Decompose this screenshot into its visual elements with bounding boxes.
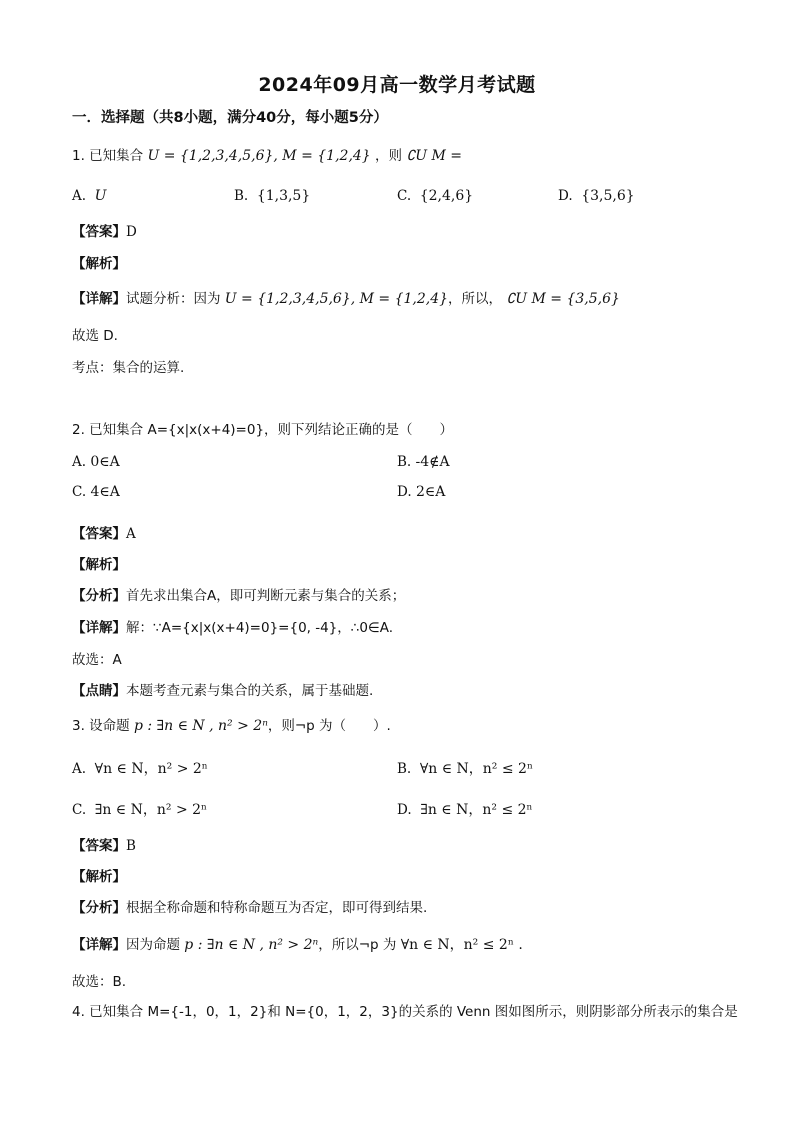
option-text: 4∈A (90, 484, 120, 500)
q3-option-c (72, 800, 207, 820)
detail-tag: 【详解】 (72, 937, 126, 953)
q1-detail (72, 289, 620, 309)
q2-answer (72, 524, 136, 544)
detail-math: U = {1,2,3,4,5,6}, M = {1,2,4} (224, 291, 449, 307)
question-1-stem (72, 146, 462, 166)
dianjing-text: 本题考查元素与集合的关系，属于基础题. (126, 683, 374, 699)
q1-answer (72, 222, 137, 242)
detail-math2: ∁U M = {3,5,6} (506, 291, 620, 307)
detail-mid: ，所以， (448, 291, 503, 307)
q2-dianjing (72, 681, 373, 701)
question-4-stem: 4. 已知集合 M={-1，0，1，2}和 N={0，1，2，3}的关系的 Venn 图如图所示，则阴影部分所表示的集合是 (72, 1004, 738, 1020)
detail-text: 解：∵A={x|x(x+4)=0}={0, -4}，∴0∈A. (126, 620, 394, 636)
option-text: 2∈A (415, 484, 446, 500)
detail-math: p : ∃n ∈ N , n² > 2ⁿ (184, 937, 319, 953)
option-label: D. (558, 188, 573, 204)
q2-option-a (72, 452, 120, 472)
option-label: A. (72, 454, 87, 470)
q1-stem-math: U = {1,2,3,4,5,6}, M = {1,2,4} (147, 148, 371, 164)
option-text: 0∈A (90, 454, 120, 470)
detail-math2: ∀n ∈ N，n² ≤ 2ⁿ . (400, 937, 523, 953)
q1-knowledge-point: 考点：集合的运算. (72, 360, 185, 376)
detail-prefix: 试题分析：因为 (126, 291, 221, 307)
section-heading: 一．选择题（共8小题，满分40分，每小题5分） (72, 110, 388, 126)
fenxi-tag: 【分析】 (72, 588, 126, 604)
q2-option-b (397, 452, 450, 472)
q3-stem-suffix: ，则¬p 为（ ）. (267, 718, 391, 734)
option-text: {1,3,5} (256, 188, 311, 204)
q1-stem-prefix: 1. 已知集合 (72, 148, 144, 164)
q3-analysis-tag: 【解析】 (72, 869, 126, 885)
question-3-stem (72, 716, 391, 736)
option-label: C. (72, 802, 87, 818)
q1-conclusion: 故选 D. (72, 328, 118, 344)
fenxi-tag: 【分析】 (72, 900, 126, 916)
q2-option-d (397, 482, 445, 502)
option-text: ∀n ∈ N，n² ≤ 2ⁿ (419, 761, 534, 777)
detail-tag: 【详解】 (72, 291, 126, 307)
q3-detail (72, 935, 523, 955)
option-label: C. (397, 188, 412, 204)
answer-tag: 【答案】 (72, 224, 126, 240)
q1-stem-math2: ∁U M = (406, 148, 462, 164)
detail-mid: ，所以¬p 为 (318, 937, 397, 953)
option-label: D. (397, 484, 412, 500)
q2-option-c (72, 482, 120, 502)
option-label: C. (72, 484, 87, 500)
q3-stem-prefix: 3. 设命题 (72, 718, 130, 734)
q1-stem-mid: ，则 (375, 148, 403, 164)
option-label: A. (72, 188, 87, 204)
option-text: {3,5,6} (581, 188, 635, 204)
answer-tag: 【答案】 (72, 526, 126, 542)
dianjing-tag: 【点睛】 (72, 683, 126, 699)
q1-option-c (397, 186, 473, 206)
q3-stem-math: p : ∃n ∈ N , n² > 2ⁿ (133, 718, 268, 734)
option-text: ∃n ∈ N，n² > 2ⁿ (94, 802, 208, 818)
option-label: B. (234, 188, 249, 204)
option-label: A. (72, 761, 87, 777)
q1-option-b (234, 186, 310, 206)
q3-option-b (397, 759, 533, 779)
detail-tag: 【详解】 (72, 620, 126, 636)
q2-fenxi (72, 586, 405, 606)
option-text: {2,4,6} (419, 188, 474, 204)
detail-prefix: 因为命题 (126, 937, 180, 953)
option-text: ∀n ∈ N，n² > 2ⁿ (94, 761, 208, 777)
q2-conclusion: 故选：A (72, 652, 122, 668)
q3-option-d (397, 800, 533, 820)
page-title: 2024年09月高一数学月考试题 (258, 74, 536, 96)
option-text: U (94, 188, 107, 204)
option-text: -4∉A (415, 454, 450, 470)
answer-tag: 【答案】 (72, 838, 126, 854)
fenxi-text: 根据全称命题和特称命题互为否定，即可得到结果. (126, 900, 428, 916)
q1-option-a (72, 186, 106, 206)
fenxi-text: 首先求出集合A，即可判断元素与集合的关系； (126, 588, 406, 604)
answer-value: B (126, 838, 136, 854)
q3-option-a (72, 759, 208, 779)
q3-fenxi (72, 898, 427, 918)
q3-answer (72, 836, 136, 856)
q3-conclusion: 故选：B. (72, 974, 127, 990)
q1-analysis-tag: 【解析】 (72, 256, 126, 272)
option-label: B. (397, 761, 412, 777)
option-label: B. (397, 454, 412, 470)
answer-value: A (126, 526, 136, 542)
q1-option-d (558, 186, 635, 206)
option-label: D. (397, 802, 412, 818)
q2-analysis-tag: 【解析】 (72, 557, 126, 573)
q2-detail (72, 618, 393, 638)
option-text: ∃n ∈ N，n² ≤ 2ⁿ (420, 802, 533, 818)
answer-value: D (126, 224, 137, 240)
question-2-stem: 2. 已知集合 A={x|x(x+4)=0}，则下列结论正确的是（ ） (72, 422, 454, 438)
